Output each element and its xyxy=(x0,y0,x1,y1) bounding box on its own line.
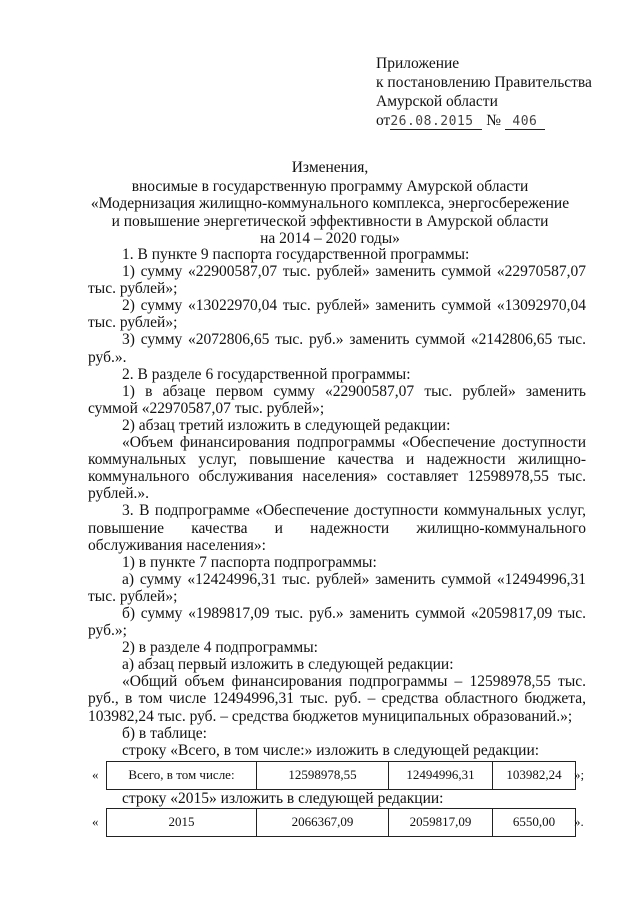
table-cell: 2059817,09 xyxy=(389,809,493,836)
paragraph: 3. В подпрограмме «Обеспечение доступности коммунальных услуг, повышение качества и надежности жилищно-коммунального обслуживания населения»: xyxy=(88,502,586,554)
table-cell: Всего, в том числе: xyxy=(107,762,257,789)
table-close-quote: »; xyxy=(574,767,585,782)
paragraph: 1) сумму «22900587,07 тыс. рублей» заменить суммой «22970587,07 тыс. рублей»; xyxy=(88,263,586,298)
paragraph: б) в таблице: xyxy=(122,724,207,742)
paragraph: а) сумму «12424996,31 тыс. рублей» заменить суммой «12494996,31 тыс. рублей»; xyxy=(88,570,586,605)
paragraph-2015: строку «2015» изложить в следующей редакции: xyxy=(122,790,444,807)
document-title xyxy=(80,159,580,248)
table-cell: 103982,24 xyxy=(506,767,562,782)
title-line-5: на 2014 – 2020 годы» xyxy=(260,230,400,247)
title-line-3: «Модернизация жилищно-коммунального комплекса, энергосбережение xyxy=(90,195,570,212)
paragraph: строку «Всего, в том числе:» изложить в следующей редакции: xyxy=(122,741,540,759)
paragraph: а) абзац первый изложить в следующей редакции: xyxy=(122,656,454,674)
table-cell: 6550,00 xyxy=(512,814,556,829)
appendix-header xyxy=(376,54,616,130)
appendix-resolution-line: к постановлению Правительства xyxy=(376,74,592,91)
paragraph: 2) сумму «13022970,04 тыс. рублей» заменить суммой «13092970,04 тыс. рублей»; xyxy=(88,297,586,332)
table-open-quote: « xyxy=(92,814,99,829)
appendix-title: Приложение xyxy=(376,55,460,72)
title-line-4: и повышение энергетической эффективности в Амурской области xyxy=(111,212,549,230)
table-row xyxy=(106,808,576,837)
table-cell: 2066367,09 xyxy=(257,809,389,836)
paragraph: 2. В разделе 6 государственной программы: xyxy=(122,365,411,383)
resolution-number: 406 xyxy=(512,114,538,129)
paragraph: 1) в пункте 7 паспорта подпрограммы: xyxy=(122,553,377,571)
paragraph: 3) сумму «2072806,65 тыс. руб.» заменить суммой «2142806,65 тыс. руб.». xyxy=(88,331,586,366)
table-cell: 12494996,31 xyxy=(389,762,493,789)
title-line-1: Изменения, xyxy=(291,159,369,176)
table-2015-row xyxy=(88,808,592,835)
paragraph: 2) в разделе 4 подпрограммы: xyxy=(122,639,318,657)
table-cell: 12598978,55 xyxy=(257,762,389,789)
appendix-region-line: Амурской области xyxy=(376,93,498,110)
appendix-date-number-line xyxy=(376,111,616,130)
paragraph: «Общий объем финансирования подпрограммы – 12598978,55 тыс. руб., в том числе 12494996,31 тыс. руб. – средства областного бюджета, 103982,24 тыс. руб. – средства бюджетов муниципальных образований.»; xyxy=(88,673,586,725)
table-cell: 2015 xyxy=(107,809,257,836)
table-row xyxy=(106,761,576,790)
table-close-quote: ». xyxy=(574,814,584,829)
table-total-row xyxy=(88,761,592,788)
table-open-quote: « xyxy=(92,767,99,782)
paragraph: 1) в абзаце первом сумму «22900587,07 тыс. рублей» заменить суммой «22970587,07 тыс. рублей»; xyxy=(88,382,586,417)
paragraph: б) сумму «1989817,09 тыс. руб.» заменить суммой «2059817,09 тыс. руб.»; xyxy=(88,604,586,640)
document-body xyxy=(88,246,586,759)
paragraph: «Объем финансирования подпрограммы «Обеспечение доступности коммунальных услуг, повышение качества и надежности жилищно-коммунального обслуживания населения» составляет 12598978,55 тыс. рублей.». xyxy=(88,434,586,503)
number-label: № xyxy=(486,112,501,129)
paragraph: 2) абзац третий изложить в следующей редакции: xyxy=(122,416,451,434)
paragraph: 1. В пункте 9 паспорта государственной программы: xyxy=(122,246,470,263)
title-line-2: вносимые в государственную программу Амурской области xyxy=(131,177,529,195)
resolution-date: 26.08.2015 xyxy=(390,114,474,129)
date-prefix: от xyxy=(376,112,391,129)
